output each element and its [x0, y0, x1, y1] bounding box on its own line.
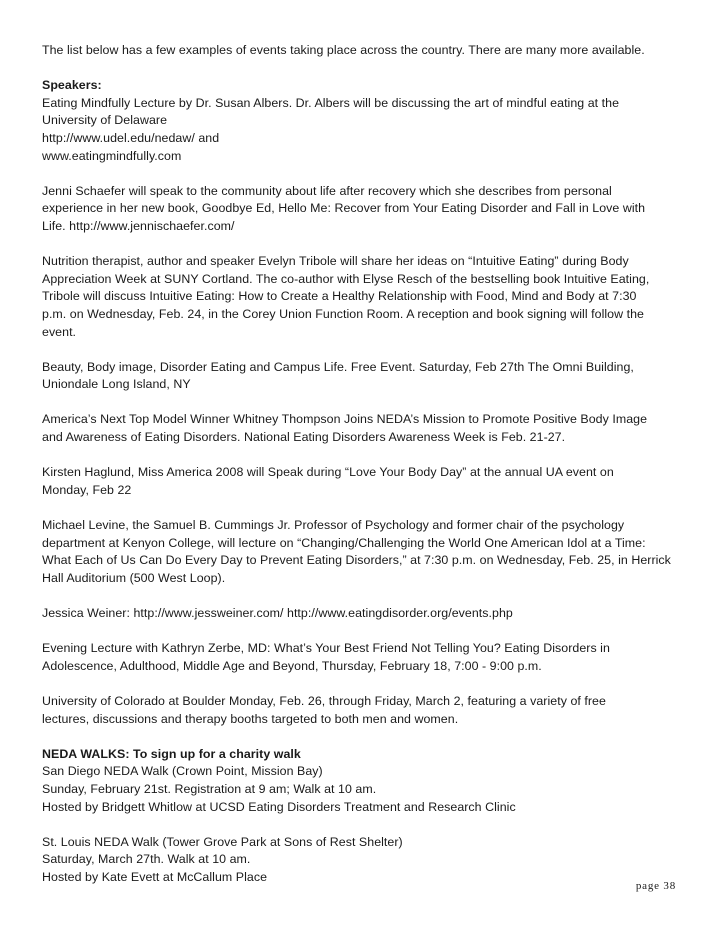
text-line: p.m. on Wednesday, Feb. 24, in the Corey Union Function Room. A reception and book signing will follow the	[42, 306, 644, 321]
document-page	[42, 42, 692, 887]
text-line: Jenni Schaefer will speak to the community about life after recovery which she describes from personal	[42, 183, 612, 198]
speaker-event-entry	[42, 95, 692, 165]
walks-list	[42, 763, 692, 886]
speaker-event-entry	[42, 693, 692, 728]
text-line: Saturday, March 27th. Walk at 10 am.	[42, 852, 251, 867]
spacer	[42, 587, 692, 605]
speaker-event-entry	[42, 605, 692, 623]
text-line: experience in her new book, Goodbye Ed, Hello Me: Recover from Your Eating Disorder and Fall in Love with	[42, 201, 646, 216]
text-line: and Awareness of Eating Disorders. National Eating Disorders Awareness Week is Feb. 21-27.	[42, 430, 566, 445]
walk-event-entry	[42, 763, 692, 816]
spacer	[42, 623, 692, 641]
walks-heading: NEDA WALKS: To sign up for a charity walk	[42, 746, 301, 761]
text-line: Jessica Weiner: http://www.jessweiner.com/ http://www.eatingdisorder.org/events.php	[42, 606, 513, 620]
text-line: Nutrition therapist, author and speaker Evelyn Tribole will share her ideas on “Intuitive Eating” during Body	[42, 254, 629, 269]
spacer	[42, 728, 692, 746]
text-line: lectures, discussions and therapy booths targeted to both men and women.	[42, 711, 459, 726]
text-line: Michael Levine, the Samuel B. Cummings Jr. Professor of Psychology and former chair of the psychology	[42, 518, 625, 533]
spacer	[42, 447, 692, 465]
text-line: Uniondale Long Island, NY	[42, 377, 191, 392]
speaker-event-entry	[42, 253, 692, 341]
speaker-event-entry	[42, 411, 692, 446]
spacer	[42, 60, 692, 78]
spacer	[42, 675, 692, 693]
text-line: Eating Mindfully Lecture by Dr. Susan Albers. Dr. Albers will be discussing the art of mindful eating at the	[42, 95, 620, 110]
text-line: Kirsten Haglund, Miss America 2008 will Speak during “Love Your Body Day” at the annual UA event on	[42, 465, 614, 480]
spacer	[42, 165, 692, 183]
spacer	[42, 236, 692, 254]
speaker-event-entry	[42, 517, 692, 587]
speakers-list	[42, 95, 692, 728]
text-line: Tribole will discuss Intuitive Eating: How to Create a Healthy Relationship with Food, Mind and Body at 7:30	[42, 289, 637, 304]
text-line: Hosted by Bridgett Whitlow at UCSD Eating Disorders Treatment and Research Clinic	[42, 799, 516, 814]
text-line: Monday, Feb 22	[42, 482, 132, 497]
text-line: Life. http://www.jennischaefer.com/	[42, 218, 235, 233]
text-line: department at Kenyon College, will lecture on “Changing/Challenging the World One American Idol at a Time:	[42, 535, 646, 550]
speaker-event-entry	[42, 640, 692, 675]
speaker-event-entry	[42, 183, 692, 236]
spacer	[42, 499, 692, 517]
spacer	[42, 341, 692, 359]
text-line: http://www.udel.edu/nedaw/ and	[42, 130, 220, 145]
page-number: page 38	[635, 880, 676, 892]
text-line: event.	[42, 324, 77, 339]
speaker-event-entry	[42, 359, 692, 394]
text-line: www.eatingmindfully.com	[42, 148, 182, 163]
text-line: St. Louis NEDA Walk (Tower Grove Park at Sons of Rest Shelter)	[42, 834, 403, 849]
text-line: University of Delaware	[42, 113, 168, 128]
text-line: Sunday, February 21st. Registration at 9 am; Walk at 10 am.	[42, 781, 377, 796]
text-line: Hall Auditorium (500 West Loop).	[42, 570, 226, 585]
intro-paragraph: The list below has a few examples of events taking place across the country. There are many more available.	[42, 43, 645, 57]
speakers-heading: Speakers:	[42, 78, 102, 93]
text-line: What Each of Us Can Do Every Day to Prevent Eating Disorders,” at 7:30 p.m. on Wednesday, Feb. 25, in Herrick	[42, 553, 671, 568]
text-line: Beauty, Body image, Disorder Eating and Campus Life. Free Event. Saturday, Feb 27th The Omni Building,	[42, 359, 634, 374]
text-line: University of Colorado at Boulder Monday, Feb. 26, through Friday, March 2, featuring a variety of free	[42, 693, 606, 708]
spacer	[42, 394, 692, 412]
text-line: Adolescence, Adulthood, Middle Age and Beyond, Thursday, February 18, 7:00 - 9:00 p.m.	[42, 658, 542, 673]
text-line: Evening Lecture with Kathryn Zerbe, MD: What’s Your Best Friend Not Telling You? Eating Disorders in	[42, 641, 610, 656]
text-line: San Diego NEDA Walk (Crown Point, Mission Bay)	[42, 764, 323, 779]
walk-event-entry	[42, 834, 692, 887]
text-line: Hosted by Kate Evett at McCallum Place	[42, 869, 268, 884]
text-line: America’s Next Top Model Winner Whitney Thompson Joins NEDA’s Mission to Promote Positive Body Image	[42, 412, 648, 427]
text-line: Appreciation Week at SUNY Cortland. The co-author with Elyse Resch of the bestselling book Intuitive Eating,	[42, 271, 650, 286]
spacer	[42, 816, 692, 834]
speaker-event-entry	[42, 464, 692, 499]
